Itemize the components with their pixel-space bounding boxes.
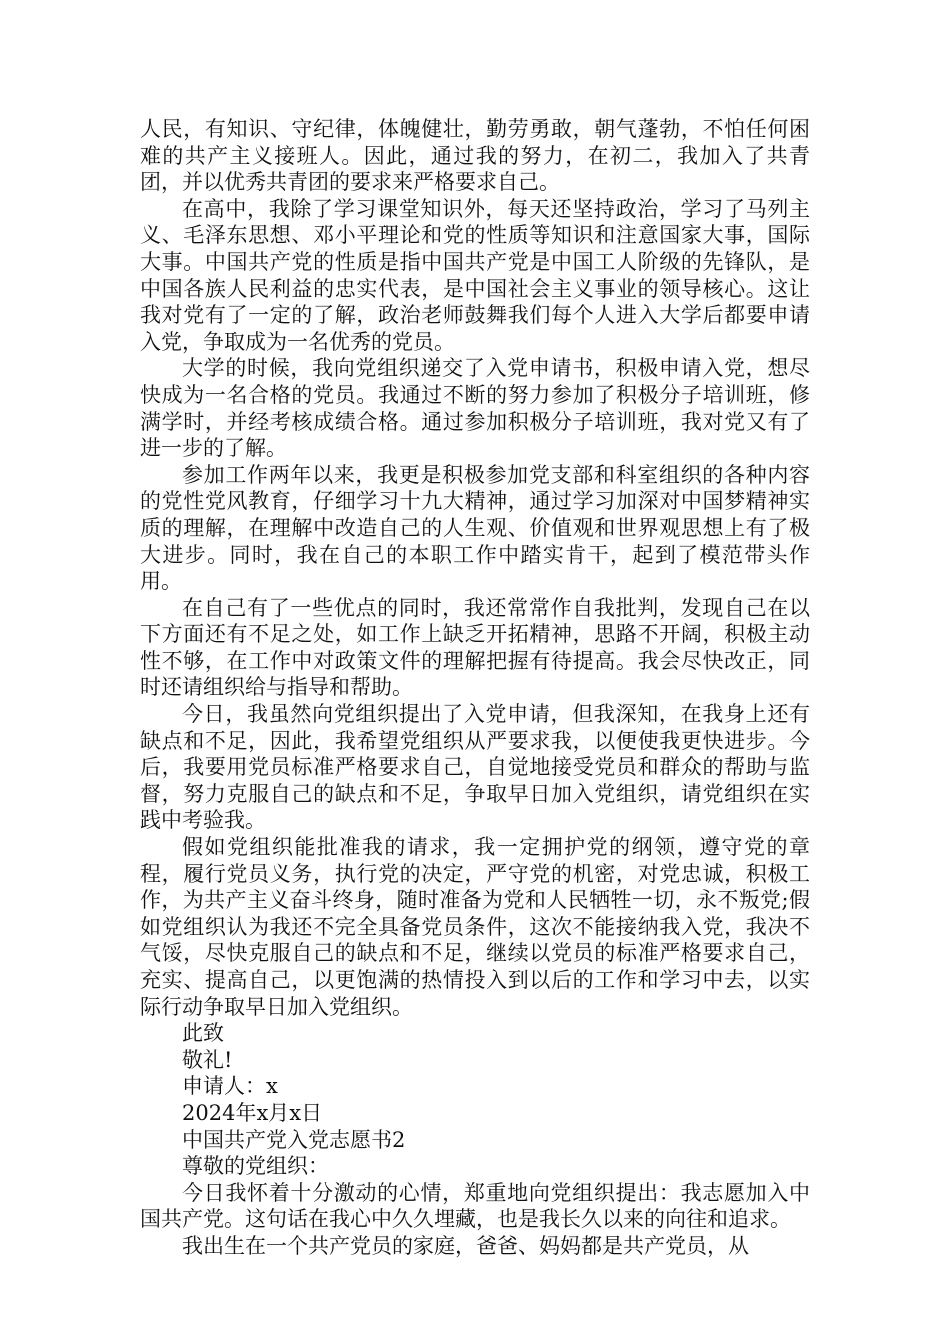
paragraph: 今日我怀着十分激动的心情，郑重地向党组织提出：我志愿加入中国共产党。这句话在我心中久久埋藏，也是我长久以来的向往和追求。 — [140, 1180, 810, 1232]
paragraph: 假如党组织能批准我的请求，我一定拥护党的纲领，遵守党的章程，履行党员义务，执行党的决定，严守党的机密，对党忠诚，积极工作，为共产主义奋斗终身，随时准备为党和人民牺牲一切，永不叛党;假如党组织认为我还不完全具备党员条件，这次不能接纳我入党，我决不气馁，尽快克服自己的缺点和不足，继续以党员的标准严格要求自己，充实、提高自己，以更饱满的热情投入到以后的工作和学习中去，以实际行动争取早日加入党组织。 — [140, 835, 810, 1019]
paragraph: 参加工作两年以来，我更是积极参加党支部和科室组织的各种内容的党性党风教育，仔细学习十九大精神，通过学习加深对中国梦精神实质的理解，在理解中改造自己的人生观、价值观和世界观思想上有了极大进步。同时，我在自己的本职工作中踏实肯干，起到了模范带头作用。 — [140, 462, 810, 594]
paragraph: 大学的时候，我向党组织递交了入党申请书，积极申请入党，想尽快成为一名合格的党员。我通过不断的努力参加了积极分子培训班，修满学时，并经考核成绩合格。通过参加积极分子培训班，我对党又有了进一步的了解。 — [140, 356, 810, 461]
date-line: 2024年x月x日 — [182, 1100, 323, 1125]
second-document-title: 中国共产党入党志愿书2 — [182, 1127, 406, 1152]
paragraph: 今日，我虽然向党组织提出了入党申请，但我深知，在我身上还有缺点和不足，因此，我希望党组织从严要求我，以便使我更快进步。今后，我要用党员标准严格要求自己，自觉地接受党员和群众的帮助与监督，努力克服自己的缺点和不足，争取早日加入党组织，请党组织在实践中考验我。 — [140, 702, 810, 833]
paragraph: 我出生在一个共产党员的家庭，爸爸、妈妈都是共产党员，从 — [182, 1233, 749, 1258]
salutation: 尊敬的党组织： — [182, 1154, 329, 1179]
paragraph: 人民，有知识、守纪律，体魄健壮，勤劳勇敢，朝气蓬勃，不怕任何困难的共产主义接班人。因此，通过我的努力，在初二，我加入了共青团，并以优秀共青团的要求来严格要求自己。 — [140, 117, 810, 195]
applicant-signature: 申请人：x — [182, 1074, 278, 1099]
paragraph: 在高中，我除了学习课堂知识外，每天还坚持政治，学习了马列主义、毛泽东思想、邓小平理论和党的性质等知识和注意国家大事，国际大事。中国共产党的性质是指中国共产党是中国工人阶级的先锋队，是中国各族人民利益的忠实代表，是中国社会主义事业的领导核心。这让我对党有了一定的了解，政治老师鼓舞我们每个人进入大学后都要申请入党，争取成为一名优秀的党员。 — [140, 196, 810, 354]
closing-regards: 此致 — [182, 1021, 224, 1046]
paragraph: 在自己有了一些优点的同时，我还常常作自我批判，发现自己在以下方面还有不足之处，如工作上缺乏开拓精神，思路不开阔，积极主动性不够，在工作中对政策文件的理解把握有待提高。我会尽快改正，同时还请组织给与指导和帮助。 — [140, 595, 810, 700]
document-page — [140, 116, 810, 1260]
closing-salute: 敬礼! — [182, 1047, 233, 1072]
